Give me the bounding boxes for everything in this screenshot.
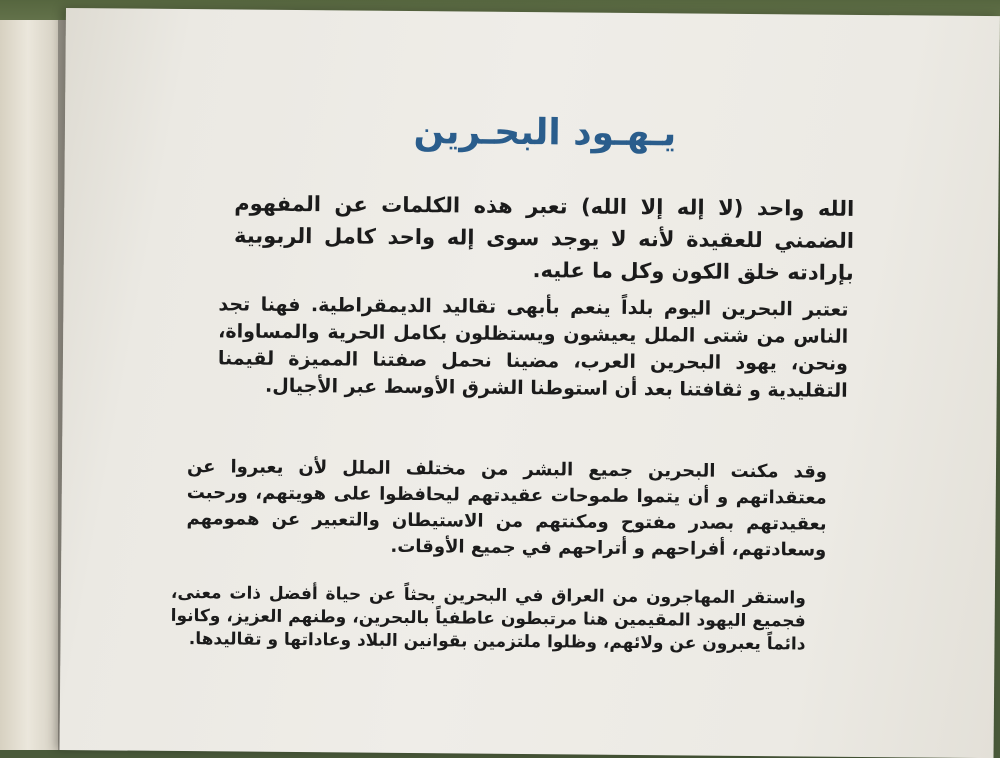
paragraph-1: الله واحد (لا إله إلا الله) تعبر هذه الكلمات عن المفهوم الضمني للعقيدة لأنه لا يوجد سوى إله واحد كامل الربوبية بإرادته خلق الكون وكل ما عليه. bbox=[233, 191, 855, 285]
paragraph-2: تعتبر البحرين اليوم بلداً ينعم بأبهى تقاليد الديمقراطية. فهنا تجد الناس من شتى الملل يعيشون ويستظلون بكامل الحرية والمساواة، ونحن، يهود البحرين العرب، مضينا نحمل صفتنا المميزة لقيمنا التقليدية و ثقافتنا بعد أن استوطنا الشرق الأوسط عبر الأجيال. bbox=[217, 293, 849, 402]
paragraph-3: وقد مكنت البحرين جميع البشر من مختلف الملل لأن يعبروا عن معتقداتهم و أن يتموا طموحات عقيدتهم ليحافظوا على هويتهم، ورحبت بعقيدتهم بصدر مفتوح ومكنتهم من الاستيطان والتعبير عن همومهم وسعادتهم، أفراحهم و أتراحهم في جميع الأوقات. bbox=[186, 456, 828, 561]
paragraph-4: واستقر المهاجرون من العراق في البحرين بحثاً عن حياة أفضل ذات معنى، فجميع اليهود المقيمين هنا مرتبطون عاطفياً بالبحرين، وطنهم العزيز، وكانوا دائماً يعبرون عن ولائهم، وظلوا ملتزمين بقوانين البلاد وعاداتها و تقاليدها. bbox=[170, 582, 806, 655]
book-page bbox=[60, 8, 1000, 758]
page-title: يـهـود البحـرين bbox=[413, 111, 677, 155]
